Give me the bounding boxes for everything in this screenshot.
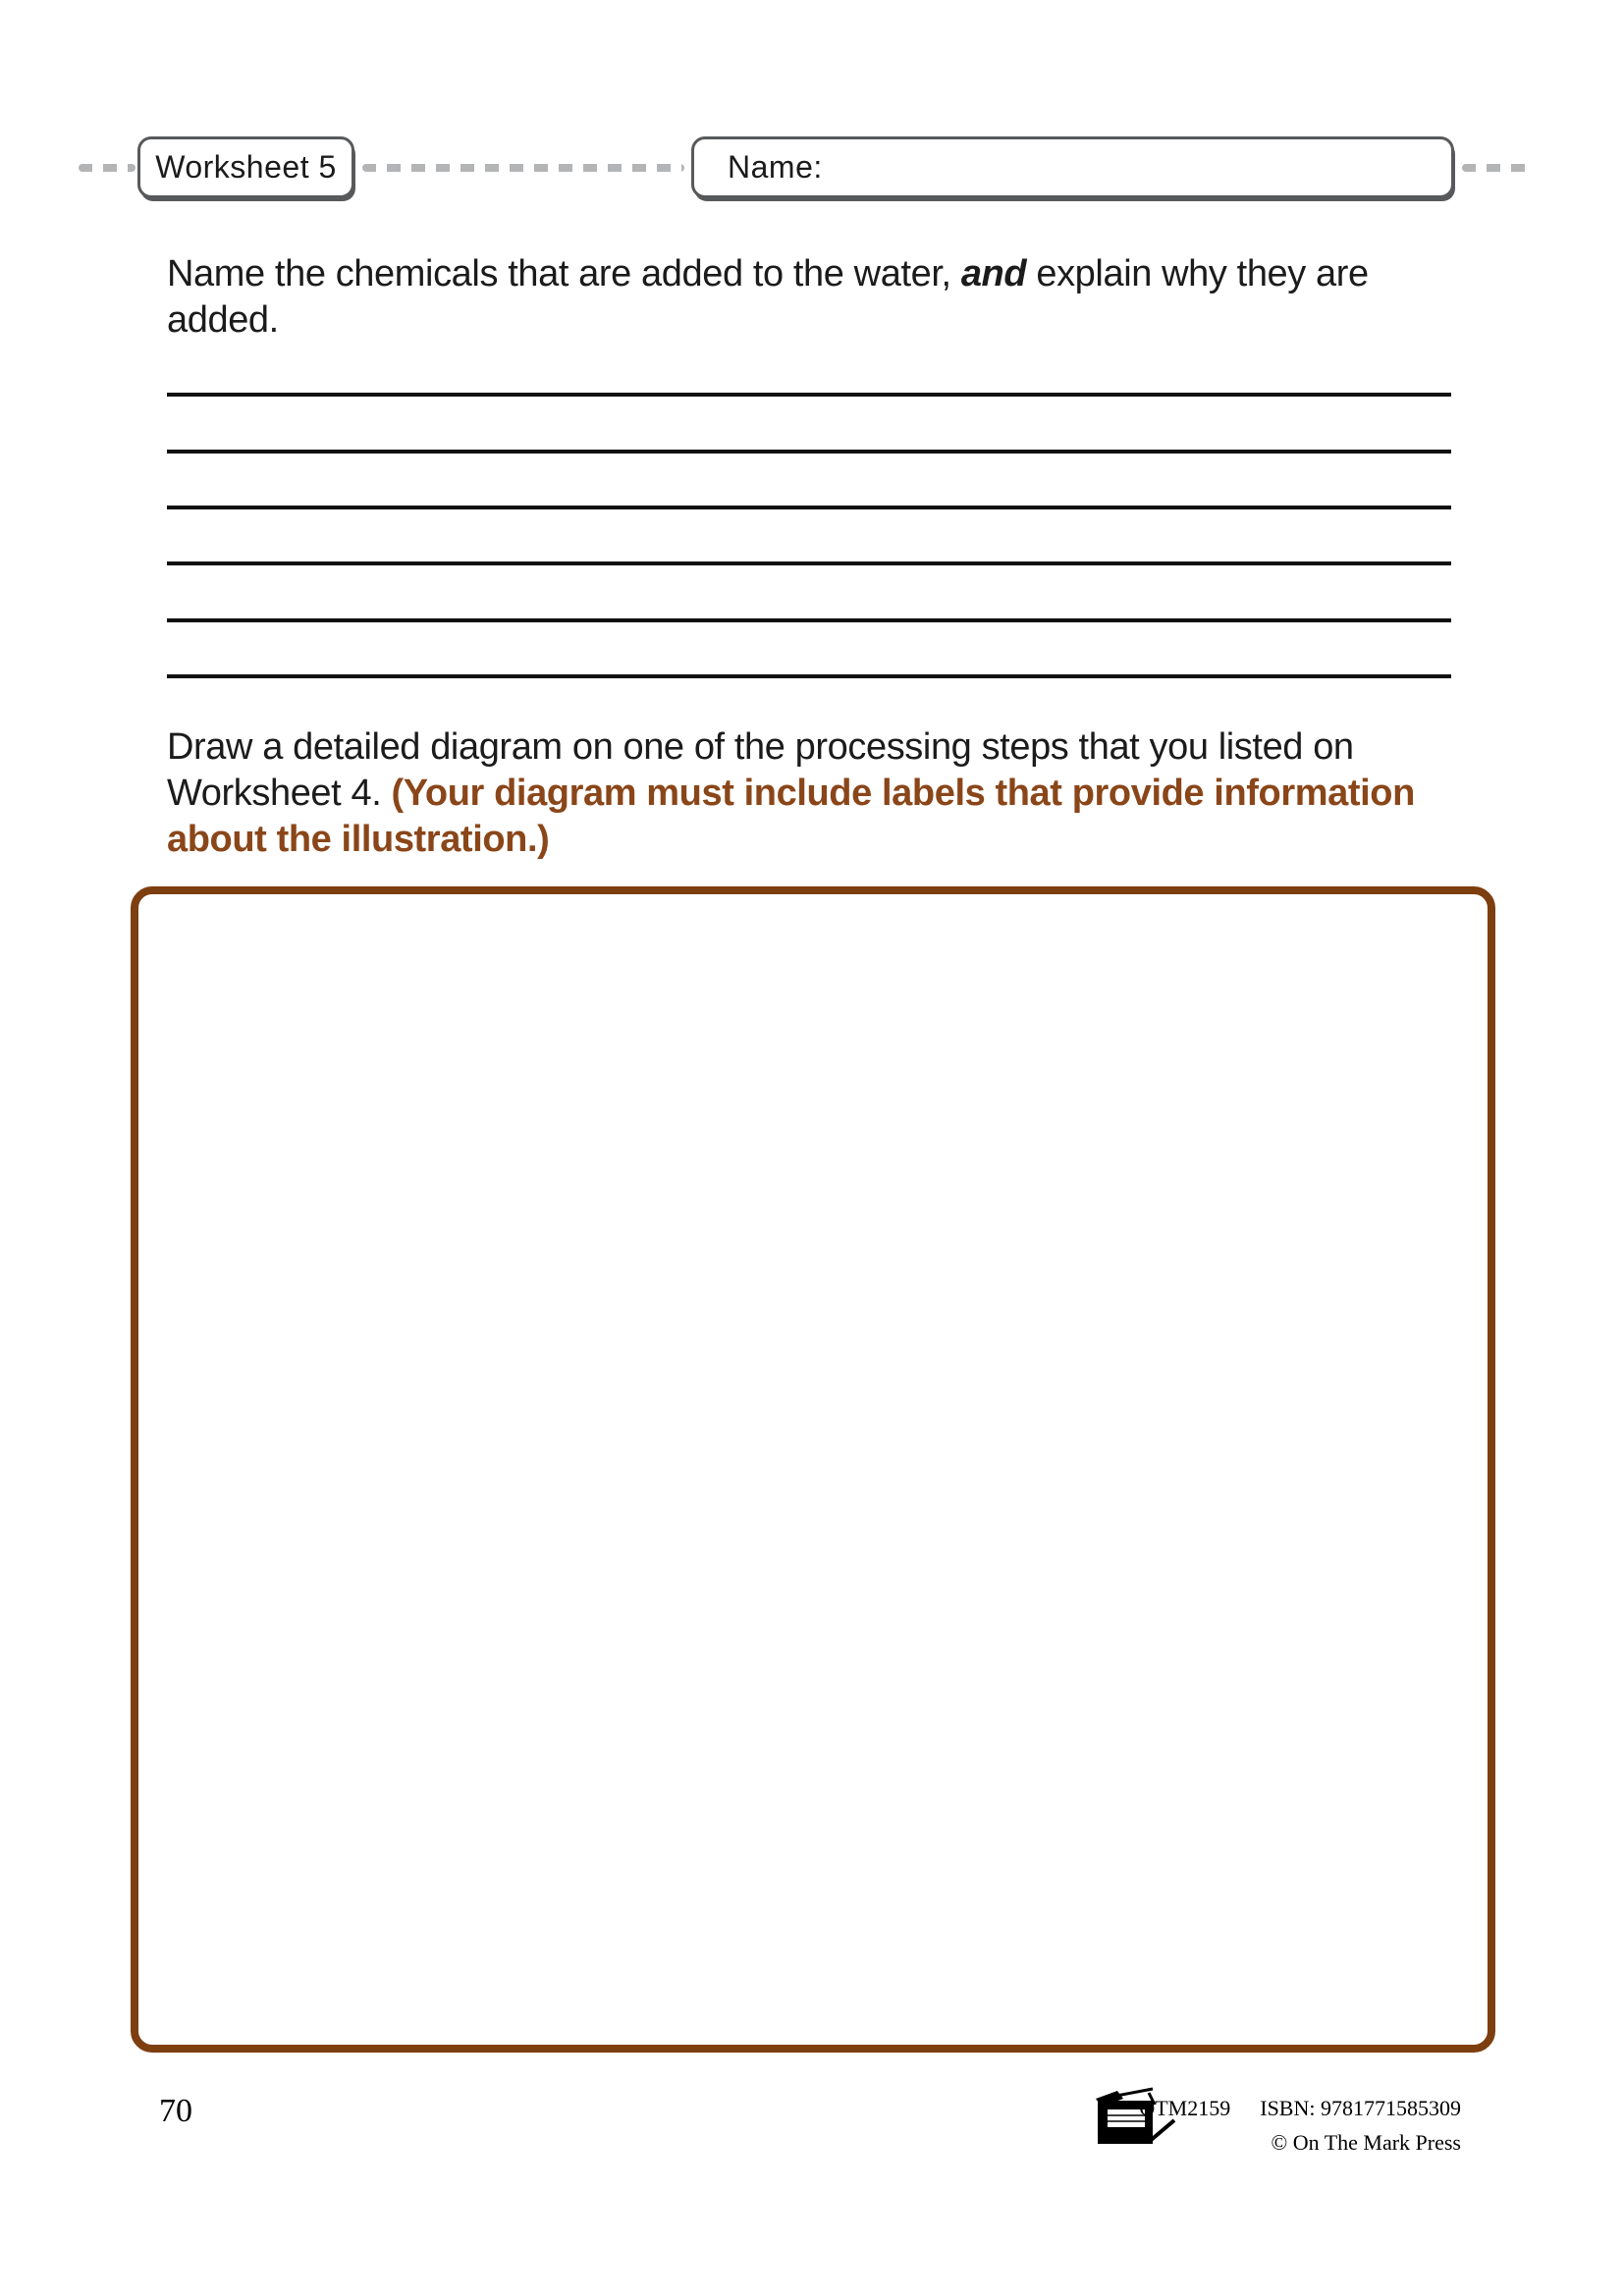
question-2-brown: (Your diagram must include labels that provide information about the illustration.): [167, 773, 1415, 860]
product-code: OTM2159: [1139, 2096, 1231, 2120]
answer-line[interactable]: [167, 450, 1451, 454]
worksheet-number-box: [137, 136, 354, 198]
page-number: 70: [159, 2093, 192, 2129]
drawing-area[interactable]: [131, 886, 1495, 2053]
question-1-before: Name the chemicals that are added to the water,: [167, 253, 961, 294]
question-2-black: Draw a detailed diagram on one of the processing steps that you listed on Worksheet 4.: [167, 726, 1354, 814]
name-label: Name:: [728, 149, 823, 185]
dashed-connector-middle: [362, 164, 684, 172]
publisher-info-line1: [1139, 2091, 1461, 2125]
question-1-after: explain why they are added.: [167, 253, 1369, 341]
isbn: ISBN: 9781771585309: [1260, 2096, 1461, 2120]
answer-line[interactable]: [167, 674, 1451, 678]
answer-line[interactable]: [167, 506, 1451, 509]
question-1-emphasis: and: [960, 253, 1027, 294]
question-1-text: [167, 251, 1443, 344]
name-input-area[interactable]: [691, 136, 1454, 198]
dashed-connector-right: [1462, 164, 1533, 172]
dashed-connector-left: [79, 164, 135, 172]
question-2-text: [167, 724, 1473, 863]
answer-line[interactable]: [167, 561, 1451, 565]
answer-line[interactable]: [167, 393, 1451, 397]
worksheet-number-label: Worksheet 5: [155, 149, 337, 185]
publisher-info: [1139, 2091, 1461, 2160]
copyright: © On The Mark Press: [1271, 2130, 1461, 2155]
answer-line[interactable]: [167, 618, 1451, 622]
